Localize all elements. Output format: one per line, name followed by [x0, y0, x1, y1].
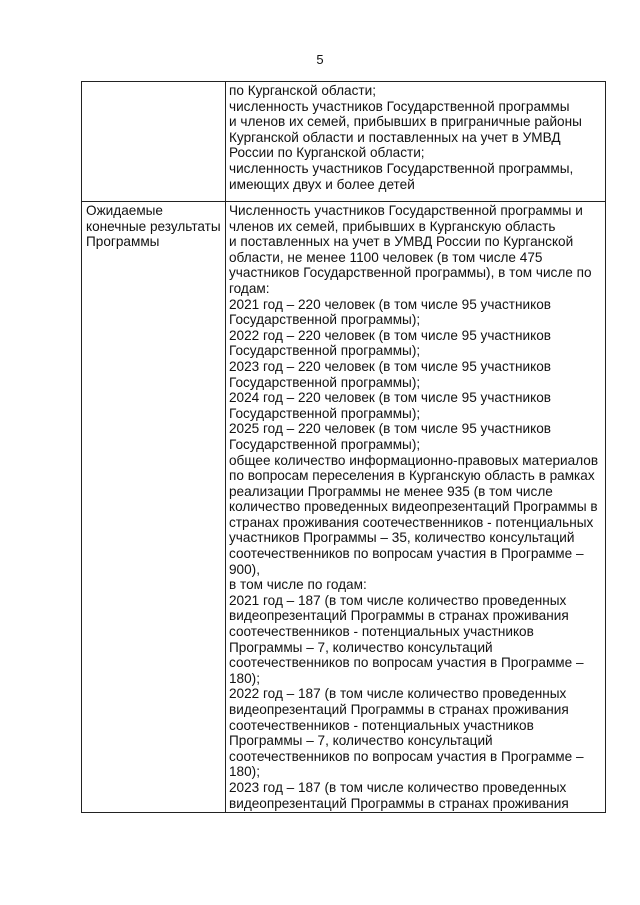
text-line: России по Курганской области; — [229, 145, 425, 161]
text-line: численность участников Государственной программы — [229, 98, 570, 114]
text-line: видеопрезентаций Программы в странах проживания — [229, 608, 569, 624]
text-line: по Курганской области; — [229, 83, 376, 98]
text-line: участников Государственной программы), в том числе по — [229, 265, 592, 281]
text-line: 180); — [229, 670, 260, 686]
text-line: 180); — [229, 764, 260, 780]
text-line: Курганской области и поставленных на учет в УМВД — [229, 129, 561, 145]
text-line: Программы – 7, количество консультаций — [229, 733, 493, 749]
text-line: Государственной программы); — [229, 405, 421, 421]
text-line: 900), — [229, 561, 260, 577]
text-line: Программы — [86, 234, 160, 250]
text-line: Государственной программы); — [229, 312, 421, 328]
text-line: 2021 год – 220 человек (в том числе 95 участников — [229, 296, 551, 312]
text-line: соотечественников по вопросам участия в Программе – — [229, 748, 584, 764]
text-line: области, не менее 1100 человек (в том числе 475 — [229, 249, 543, 265]
text-line: общее количество информационно-правовых материалов — [229, 452, 599, 468]
row-content-cell — [226, 202, 606, 813]
text-line: 2023 год – 187 (в том числе количество проведенных — [229, 779, 567, 795]
text-line: имеющих двух и более детей — [229, 176, 415, 192]
text-line: годам: — [229, 280, 270, 296]
text-line: конечные результаты — [86, 218, 221, 234]
table-row — [82, 202, 606, 813]
text-line: Государственной программы); — [229, 343, 421, 359]
text-line: соотечественников по вопросам участия в Программе – — [229, 546, 584, 562]
text-line: соотечественников по вопросам участия в Программе – — [229, 655, 584, 671]
text-line: участников Программы – 35, количество консультаций — [229, 530, 575, 546]
table-row — [82, 82, 606, 202]
text-line: и поставленных на учет в УМВД России по Курганской — [229, 234, 574, 250]
text-line: количество проведенных видеопрезентаций Программы в — [229, 499, 598, 515]
text-line: Государственной программы); — [229, 436, 421, 452]
row-label-cell — [82, 202, 226, 813]
text-line: соотечественников - потенциальных участников — [229, 717, 534, 733]
text-line: 2021 год – 187 (в том числе количество проведенных — [229, 592, 567, 608]
text-line: Ожидаемые — [86, 203, 163, 218]
page-number: 5 — [316, 52, 324, 67]
text-line: видеопрезентаций Программы в странах проживания — [229, 702, 569, 717]
row-content-cell — [226, 82, 606, 202]
text-line: видеопрезентаций Программы в странах проживания — [229, 795, 569, 811]
text-line: Государственной программы); — [229, 374, 421, 390]
text-line: численность участников Государственной программы, — [229, 160, 574, 176]
row-label-cell — [82, 82, 226, 202]
text-line: Численность участников Государственной программы и — [229, 203, 583, 218]
text-line: 2022 год – 220 человек (в том числе 95 участников — [229, 327, 551, 343]
text-line: 2023 год – 220 человек (в том числе 95 участников — [229, 358, 551, 374]
document-table — [81, 81, 606, 813]
text-line: в том числе по годам: — [229, 577, 367, 593]
text-line: Программы – 7, количество консультаций — [229, 639, 493, 655]
text-line: членов их семей, прибывших в Курганскую область — [229, 218, 556, 234]
text-line: соотечественников - потенциальных участников — [229, 624, 534, 640]
text-line: по вопросам переселения в Курганскую область в рамках — [229, 468, 595, 484]
text-line: и членов их семей, прибывших в приграничные районы — [229, 114, 582, 130]
text-line: 2024 год – 220 человек (в том числе 95 участников — [229, 390, 551, 406]
text-line: 2025 год – 220 человек (в том числе 95 участников — [229, 421, 551, 437]
text-line: странах проживания соотечественников - потенциальных — [229, 514, 594, 530]
text-line: 2022 год – 187 (в том числе количество проведенных — [229, 686, 567, 702]
text-line: реализации Программы не менее 935 (в том числе — [229, 483, 553, 499]
